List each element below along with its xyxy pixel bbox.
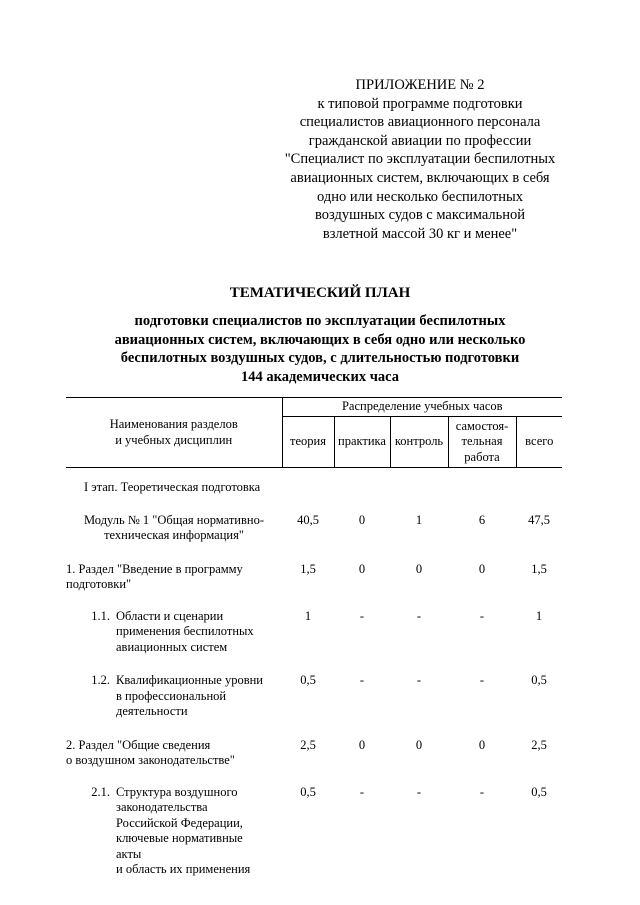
value-cell: - — [479, 673, 485, 687]
header-name-cell — [66, 398, 282, 468]
subsection-name — [66, 785, 282, 878]
appendix-line: к типовой программе подготовки — [317, 95, 523, 112]
section-name — [66, 562, 282, 593]
section-name-line: о воздушном законодательстве" — [66, 753, 235, 767]
module-name-line: Модуль № 1 "Общая нормативно- — [84, 512, 264, 527]
appendix-line: "Специалист по эксплуатации беспилотных — [284, 151, 556, 168]
document-subtitle — [100, 312, 540, 386]
value-cell: - — [416, 608, 422, 623]
value-cell: - — [416, 784, 422, 799]
subsection-number: 1.2. — [91, 673, 110, 687]
value-cell: - — [359, 608, 365, 623]
appendix-line: авиационных систем, включающих в себя — [290, 169, 550, 186]
section-row — [66, 562, 562, 593]
subsection-row — [66, 673, 562, 720]
stage-row — [66, 480, 562, 496]
value-cell: 47,5 — [528, 512, 550, 527]
value-cell: 0 — [478, 737, 486, 752]
value-cell: 0,5 — [300, 673, 316, 687]
appendix-line: специалистов авиационного персонала — [299, 114, 541, 131]
section-name-line: 2. Раздел "Общие сведения — [66, 737, 211, 752]
section-name-line: подготовки" — [66, 577, 132, 591]
section-name — [66, 738, 282, 769]
value-cell: 0,5 — [300, 784, 316, 799]
value-cell: 1 — [535, 608, 543, 623]
subtitle-line: беспилотных воздушных судов, с длительностью подготовки — [120, 350, 520, 367]
value-cell: 0 — [358, 512, 366, 527]
value-cell: 0 — [358, 737, 366, 752]
value-cell: 6 — [478, 512, 486, 527]
header-col-practice: практика — [334, 416, 390, 468]
module-row — [66, 513, 562, 544]
section-name-line: 1. Раздел "Введение в программу — [66, 561, 243, 576]
appendix-line: воздушных судов с максимальной — [314, 207, 526, 224]
module-name — [66, 513, 282, 544]
value-cell: 0 — [415, 737, 423, 752]
appendix-block — [270, 76, 570, 243]
header-col-control: контроль — [390, 416, 448, 468]
subsection-text: Области и сценарии применения беспилотных авиационных систем — [116, 608, 254, 654]
subtitle-line: подготовки специалистов по эксплуатации беспилотных — [134, 313, 506, 329]
subsection-number: 2.1. — [91, 784, 110, 799]
value-cell: 0 — [415, 561, 423, 576]
subsection-text: Структура воздушного законодательства Российской Федерации, ключевые нормативные акты и область их применения — [116, 784, 251, 876]
subtitle-line: 144 академических часа — [240, 368, 400, 385]
value-cell: - — [479, 784, 485, 799]
value-cell: - — [359, 784, 365, 799]
stage-label: I этап. Теоретическая подготовка — [84, 480, 261, 494]
value-cell: 40,5 — [297, 512, 319, 527]
value-cell: 0 — [478, 561, 486, 576]
value-cell: 0 — [358, 561, 366, 576]
subsection-row — [66, 609, 562, 656]
module-name-line: техническая информация" — [104, 528, 244, 542]
subsection-row — [66, 785, 562, 878]
appendix-line: гражданской авиации по профессии — [308, 132, 532, 149]
subtitle-line: авиационных систем, включающих в себя одно или несколько — [114, 331, 526, 348]
value-cell: 2,5 — [531, 737, 547, 752]
subsection-name — [66, 673, 282, 720]
appendix-line: взлетной массой 30 кг и менее" — [322, 225, 518, 242]
value-cell: 1,5 — [531, 561, 547, 576]
value-cell: 0,5 — [531, 784, 547, 799]
value-cell: - — [416, 673, 422, 687]
value-cell: - — [359, 673, 365, 687]
header-col-total: всего — [516, 416, 562, 468]
value-cell: 2,5 — [300, 737, 316, 752]
document-title: ТЕМАТИЧЕСКИЙ ПЛАН — [229, 285, 411, 301]
value-cell: 1,5 — [300, 561, 316, 576]
thematic-plan-table — [66, 397, 562, 878]
header-name-line: Наименования разделов — [109, 417, 238, 431]
value-cell: 1 — [415, 512, 423, 527]
value-cell: 1 — [304, 608, 312, 623]
subsection-number: 1.1. — [91, 608, 110, 623]
header-col-self-study: самостоя- тельная работа — [448, 416, 516, 468]
value-cell: - — [479, 608, 485, 623]
section-row — [66, 738, 562, 769]
value-cell: 0,5 — [531, 673, 547, 687]
header-name-line: и учебных дисциплин — [115, 432, 233, 447]
subsection-name — [66, 609, 282, 656]
header-col-theory: теория — [282, 416, 334, 468]
appendix-line: ПРИЛОЖЕНИЕ № 2 — [355, 77, 485, 93]
header-distribution: Распределение учебных часов — [282, 398, 562, 417]
appendix-line: одно или несколько беспилотных — [317, 188, 523, 205]
subsection-text: Квалификационные уровни в профессиональной деятельности — [116, 673, 263, 718]
